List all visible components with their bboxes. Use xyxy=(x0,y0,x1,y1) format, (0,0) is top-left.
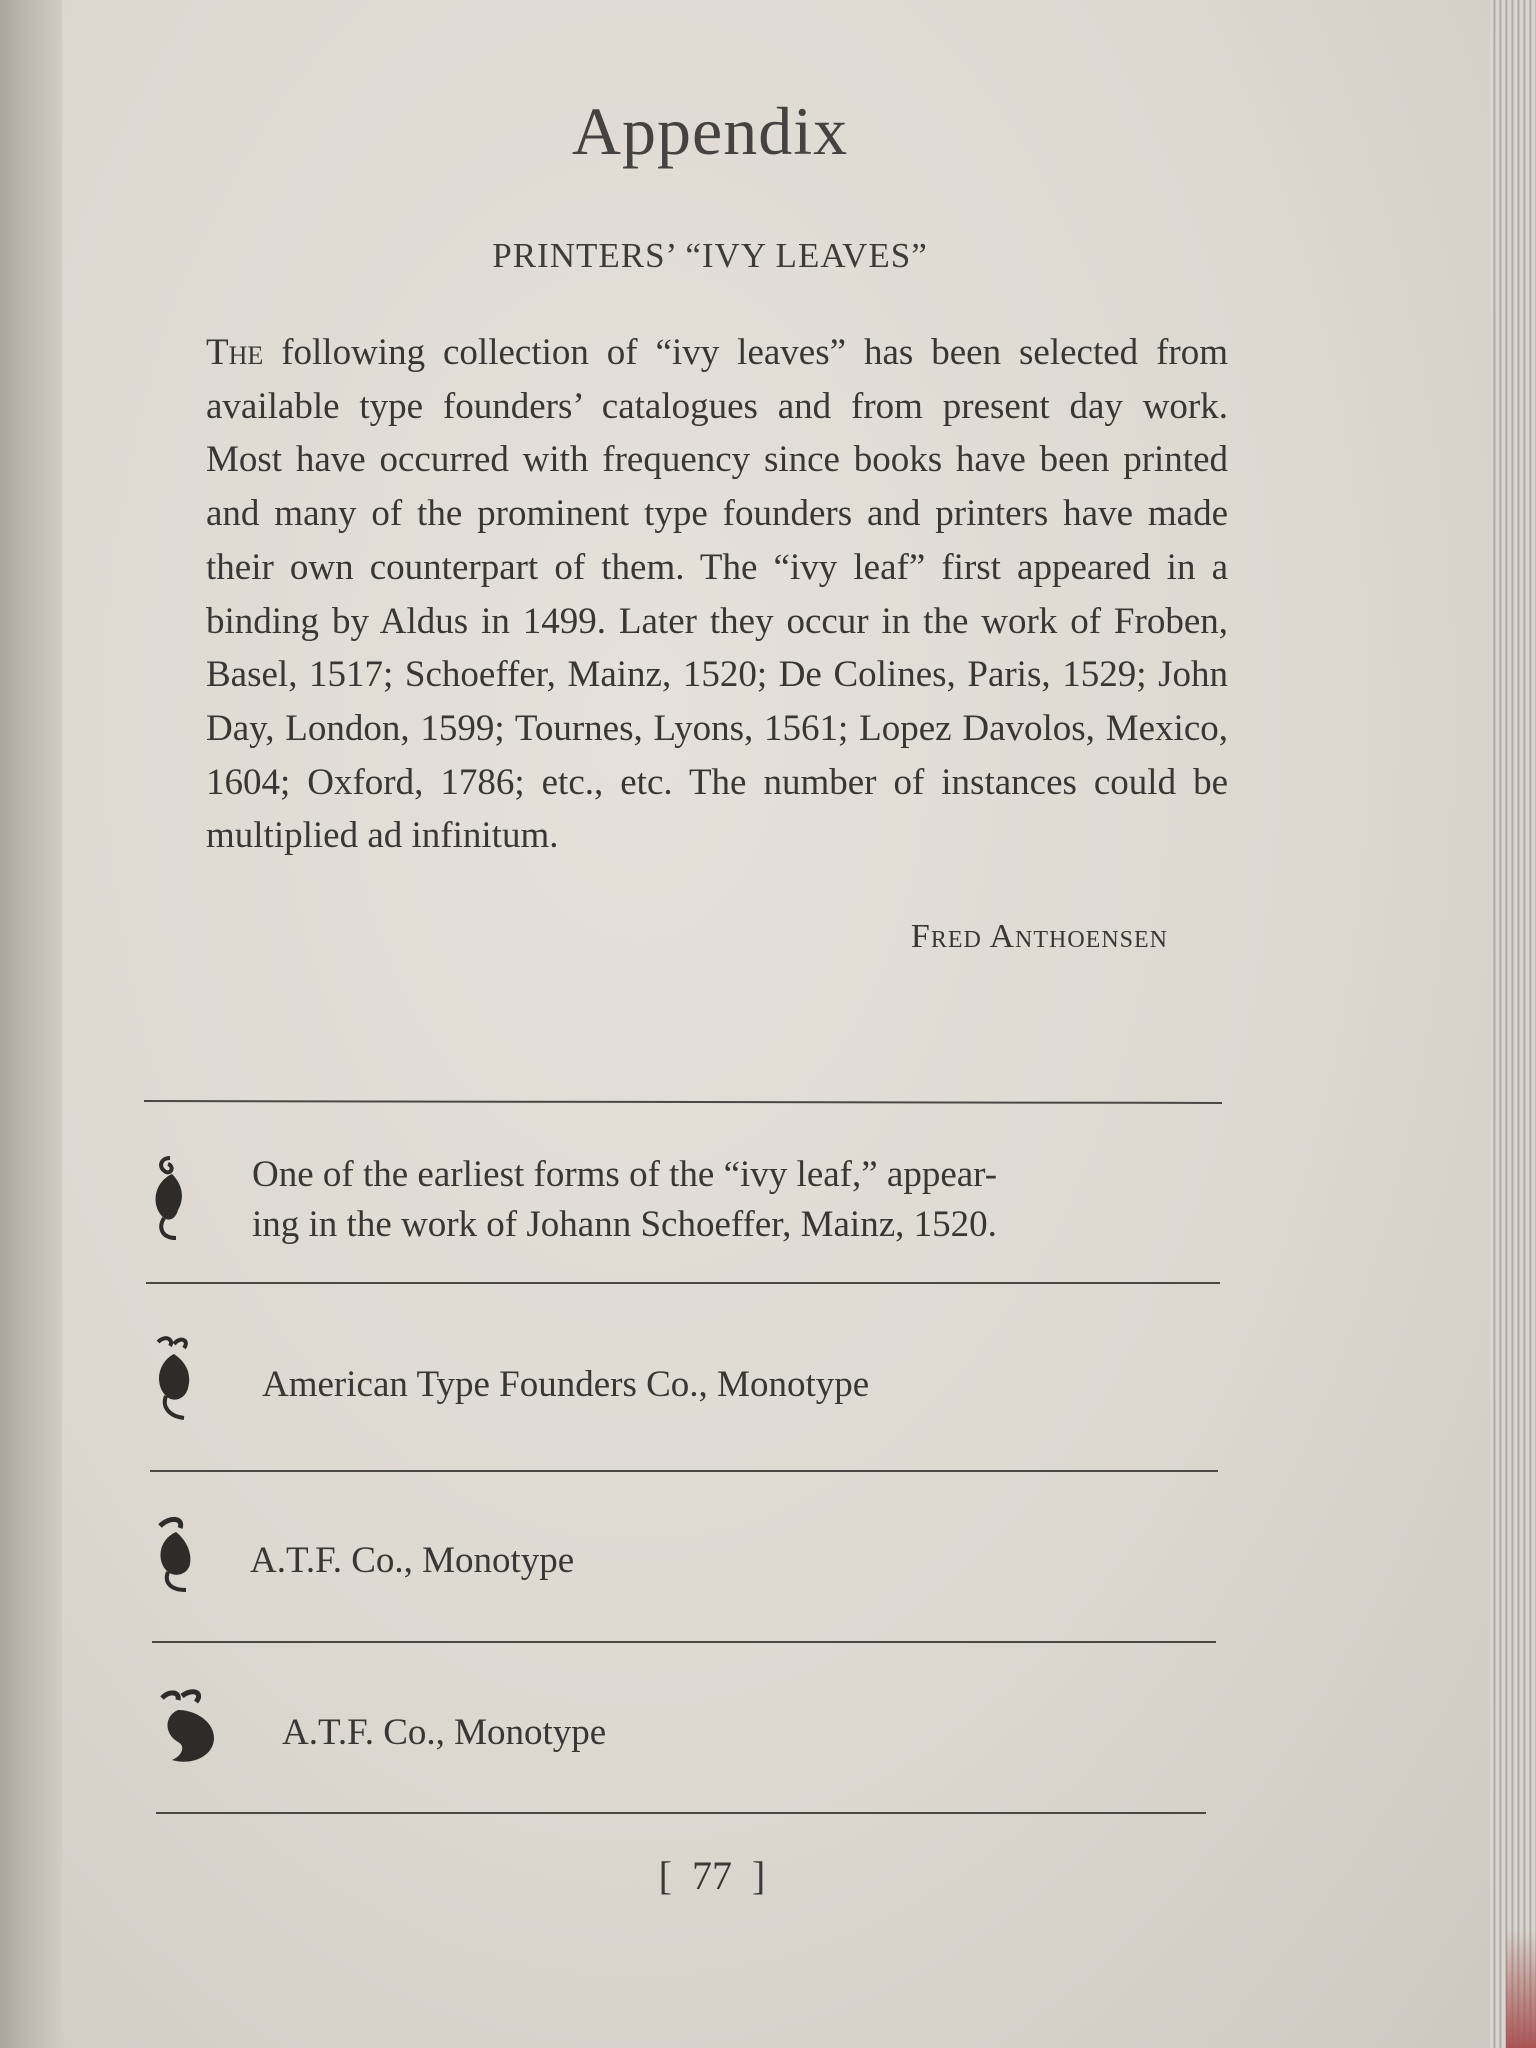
entry-text: A.T.F. Co., Monotype xyxy=(250,1540,575,1581)
divider-rule xyxy=(146,1282,1220,1284)
section-heading: PRINTERS’ “IVY LEAVES” xyxy=(492,236,928,275)
page-stack-edge xyxy=(1490,0,1536,2048)
entry-text xyxy=(252,1150,1232,1250)
ivy-leaf-ornament xyxy=(144,1332,208,1424)
page-title: Appendix xyxy=(571,93,849,169)
cover-edge xyxy=(1506,1930,1536,2048)
book-spine-edge xyxy=(0,0,70,2048)
author-signature: Fred Anthoensen xyxy=(910,918,1168,955)
divider-rule xyxy=(152,1641,1216,1643)
entry-text: American Type Founders Co., Monotype xyxy=(262,1364,870,1405)
intro-lead-word: The xyxy=(206,332,264,373)
ivy-leaf-ornament xyxy=(152,1686,232,1778)
intro-paragraph xyxy=(206,326,1228,863)
book-page xyxy=(62,0,1502,2048)
entry-line: ing in the work of Johann Schoeffer, Mainz, 1520. xyxy=(252,1204,997,1245)
divider-rule xyxy=(144,1100,1222,1104)
page-number: [ 77 ] xyxy=(658,1853,766,1898)
entry-line: One of the earliest forms of the “ivy leaf,” appear- xyxy=(252,1154,998,1195)
entry-text: A.T.F. Co., Monotype xyxy=(282,1712,607,1753)
intro-body: following collection of “ivy leaves” has been selected from available type founders’ catalogues and from present day work. Most have occurred with frequency since books have been printed and many of the prominent type founders and printers have made their own counterpart of them. The “ivy leaf” first appeared in a binding by Aldus in 1499. Later they occur in the work of Froben, Basel, 1517; Schoeffer, Mainz, 1520; De Colines, Paris, 1529; John Day, London, 1599; Tournes, Lyons, 1561; Lopez Davolos, Mexico, 1604; Oxford, 1786; etc., etc. The number of instances could be multiplied ad infinitum. xyxy=(206,332,1228,857)
divider-rule xyxy=(150,1470,1218,1472)
divider-rule xyxy=(156,1812,1206,1814)
ivy-leaf-ornament xyxy=(140,1152,204,1244)
ivy-leaf-ornament xyxy=(146,1512,210,1604)
